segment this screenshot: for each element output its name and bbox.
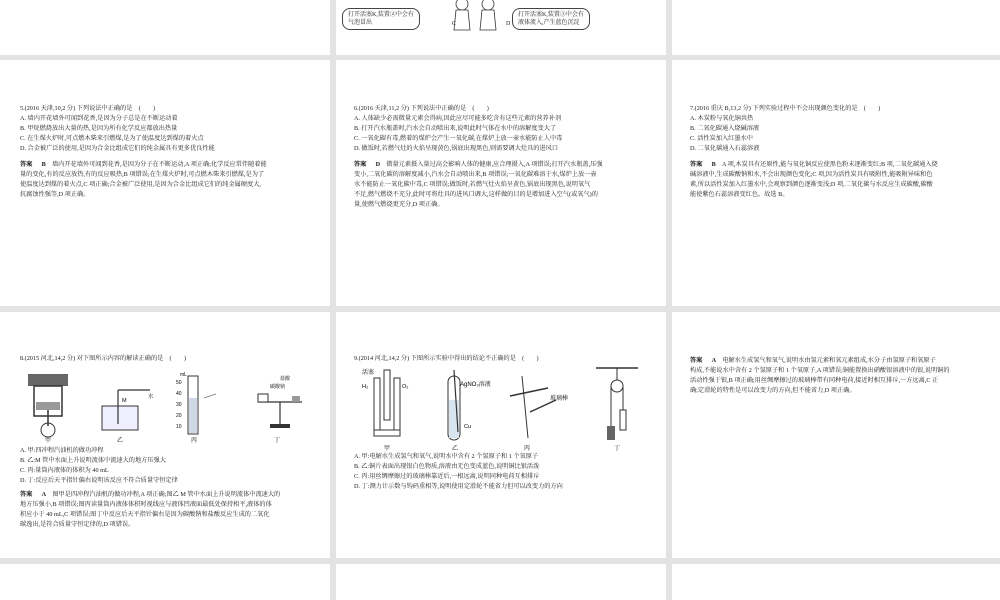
speech-bubble-d: 打开活塞K,装置③中会有 液体流入,产生蓝色沉淀 xyxy=(512,8,590,30)
label-c: C xyxy=(452,21,457,27)
answer-line xyxy=(690,356,990,366)
card-bottom-right xyxy=(672,564,1000,600)
label-ding: 丁 xyxy=(274,438,281,444)
explanation-line: 碳逸出,是符合质量守恒定律的,D 项错误。 xyxy=(20,521,135,528)
explanation-line: 积应小于 40 mL,C 项错误;图丁中反应后天平指针偏右是因为碳酸钠和盐酸反应生成的二氧化 xyxy=(20,511,270,518)
answer-choice: B xyxy=(41,161,46,168)
option-c: C. 一氧化碳有毒,燃着的煤炉会产生一氧化碳,在煤炉上放一壶水能防止人中毒 xyxy=(354,135,563,142)
option-c: C. 丙:用丝绸摩擦过的玻璃棒靠近后,一根远离,说明同种电荷互相排斥 xyxy=(354,473,540,480)
tick-10: 10 xyxy=(176,424,182,430)
answer-choice: A xyxy=(41,491,47,498)
q9-figure xyxy=(352,366,652,452)
label-hcl: 盐酸 xyxy=(280,376,291,382)
option-a: A. 木炭粉与氧化铜共热 xyxy=(690,115,754,122)
pulley-apparatus xyxy=(596,368,638,440)
students-illustration xyxy=(448,0,504,32)
label-m: M xyxy=(122,398,127,404)
balance-diagram xyxy=(258,394,302,428)
label-jia: 甲 xyxy=(45,438,52,444)
label-cu: Cu xyxy=(464,424,472,430)
card-bottom-left xyxy=(0,564,330,600)
option-b: B. 甲烷燃烧放出大量的热,是因为所有化学反应都放出热量 xyxy=(20,125,178,132)
option-b: B. 二氧化碳通入烧碱溶液 xyxy=(690,125,760,132)
card-bottom-middle xyxy=(336,564,666,600)
question-title: 6.(2016 天津,11,2 分) 下列说法中正确的是 ( ) xyxy=(354,105,489,112)
answer-label: 答案 xyxy=(354,161,367,168)
explanation-line: 能使紫色石蕊溶液变红色。故选 B。 xyxy=(690,191,789,198)
answer-line xyxy=(354,160,654,170)
question-title: 7.(2016 重庆 B,13,2 分) 下列实验过程中不会出现颜色变化的是 ( ) xyxy=(690,105,881,112)
label-ding: 丁 xyxy=(614,446,621,452)
speech-bubble-c: 打开活塞K,装置②中会有 气泡冒出 xyxy=(342,8,420,30)
answer-choice: D xyxy=(375,161,381,168)
label-jia: 甲 xyxy=(384,446,391,452)
explanation-line: 量的变化,有的反应放热,有的反应吸热,B 项错误;在生煤火炉时,可点燃木柴来引燃煤,是为了 xyxy=(20,171,265,178)
label-agno3: AgNO₃溶液 xyxy=(460,382,491,388)
answer-label: 答案 xyxy=(20,161,33,168)
label-bing: 丙 xyxy=(524,446,531,452)
tick-40: 40 xyxy=(176,391,182,397)
answer-line xyxy=(20,490,320,500)
option-d: D. 丁:反应后天平指针偏右说明该反应不符合质量守恒定律 xyxy=(20,477,178,484)
option-b: B. 打开汽水瓶盖时,汽水会自动喷出来,说明此时气体在水中的溶解度变大了 xyxy=(354,125,557,132)
explanation-line: 地方压强小,B 项错误;图丙读量筒内液体体积时视线应与液体凹液面最低处保持相平,液体的体 xyxy=(20,501,272,508)
option-b: B. 乙:铜片表面出现银白色物质,溶液由无色变成蓝色,说明铜比银活泼 xyxy=(354,463,540,470)
option-c: C. 在生煤火炉时,可点燃木柴来引燃煤,是为了使温度达到煤的着火点 xyxy=(20,135,204,142)
answer-label: 答案 xyxy=(690,161,703,168)
card-question-5 xyxy=(0,60,330,306)
question-title: 5.(2016 天津,10,2 分) 下列说法中正确的是 ( ) xyxy=(20,105,156,112)
test-tube-copper xyxy=(448,370,460,440)
label-bing: 丙 xyxy=(191,438,198,444)
explanation-line: 电解水生成氢气和氧气,说明水由氢元素和氧元素组成,水分子由氢原子和氧原子 xyxy=(722,357,936,364)
explanation-line: 墙内开花墙外可闻到花香,是因为分子在不断运动,A 项正确;化学反应常伴随着能 xyxy=(51,161,267,168)
explanation-line: 图甲是四冲程汽油机的做功冲程,A 项正确;图乙 M 管中水面上升说明流体中流速大的 xyxy=(52,491,281,498)
answer-line xyxy=(20,160,320,170)
card-top-right xyxy=(672,0,1000,55)
card-question-7 xyxy=(672,60,1000,306)
option-d: D. 丁:测力计示数与钩码重相等,说明使用定滑轮不能省力但可以改变力的方向 xyxy=(354,483,563,490)
explanation-line: 碱溶液中,生成碳酸钠和水,不会出现颜色变化;C 项,因为活性炭具有吸附性,能吸附异味和色 xyxy=(690,171,933,178)
explanation-line: 构成,不能说水中含有 2 个氢原子和 1 个氧原子,A 项错误;铜能置换出硝酸银溶液中的银,说明铜的 xyxy=(690,367,950,374)
card-top-left xyxy=(0,0,330,55)
answer-label: 答案 xyxy=(690,357,703,364)
option-d: D. 二氧化碳通入石蕊溶液 xyxy=(690,145,760,152)
label-d: D xyxy=(506,21,511,27)
tick-50: 50 xyxy=(176,380,182,386)
label-piston: 活塞 xyxy=(362,370,375,376)
graduated-cylinder-diagram xyxy=(188,376,216,434)
beaker-tube-diagram xyxy=(102,390,150,430)
explanation-line: 确;定滑轮的特性是可以改变力的方向,但不能省力,D 项正确。 xyxy=(690,387,856,394)
label-water: 水 xyxy=(148,394,154,400)
answer-label: 答案 xyxy=(20,491,33,498)
answer-choice: B xyxy=(711,161,716,168)
electrolysis-apparatus xyxy=(374,370,400,436)
answer-choice: A xyxy=(711,357,717,364)
tick-20: 20 xyxy=(176,413,182,419)
q8-figure xyxy=(18,368,308,444)
question-title: 8.(2015 河北,14,2 分) 对下图所示内容的解读正确的是 ( ) xyxy=(20,355,187,362)
label-ml: mL xyxy=(180,372,187,378)
card-question-8 xyxy=(0,312,330,558)
glass-rods-apparatus xyxy=(510,376,556,438)
explanation-line: 使温度达到煤的着火点,C 项正确;合金被广泛使用,是因为合金比组成它们的纯金属硬度大, xyxy=(20,181,261,188)
option-d: D. 合金被广泛的使用,是因为合金比组成它们的纯金属具有更多优良性能 xyxy=(20,145,215,152)
explanation-line: 水不能防止一氧化碳中毒,C 项错误;做饭时,若燃气灶火焰呈黄色,锅底出现黑色,说明氧气 xyxy=(354,181,591,188)
option-b: B. 乙:M 管中水面上升说明流体中流速大的地方压强大 xyxy=(20,457,166,464)
card-top-middle xyxy=(336,0,666,55)
option-c: C. 活性炭加入红墨水中 xyxy=(690,135,753,142)
explanation-line: A 项,木炭具有还原性,能与氧化铜反应使黑色粉末逐渐变红;B 项,二氧化碳通入烧 xyxy=(721,161,938,168)
option-d: D. 做饭时,若燃气灶的火焰呈现黄色,锅底出现黑色,则需要调大灶具的进风口 xyxy=(354,145,559,152)
option-a: A. 人体缺少必需微量元素会得病,因此应尽可能多吃含有这些元素的营养补剂 xyxy=(354,115,562,122)
option-c: C. 丙:量筒内液体的体积为 40 mL xyxy=(20,467,109,474)
label-yi: 乙 xyxy=(452,446,459,452)
option-a: A. 甲:电解水生成氢气和氧气,说明水中含有 2 个氢原子和 1 个氧原子 xyxy=(354,453,539,460)
label-h2: H₂ xyxy=(362,384,369,390)
question-title: 9.(2014 河北,14,2 分) 下图所示实验中得出的结论不正确的是 ( ) xyxy=(354,355,539,362)
tick-30: 30 xyxy=(176,402,182,408)
label-na2co3: 碳酸钠 xyxy=(270,384,286,390)
label-glass-rod: 玻璃棒 xyxy=(550,396,569,402)
explanation-line: 不足,燃气燃烧不充分,此时可将灶具的进风口调大,这样做的目的是增加进入空气(或氧气)的 xyxy=(354,191,598,198)
option-a: A. 墙内开花墙外可闻到花香,是因为分子总是在不断运动着 xyxy=(20,115,178,122)
explanation-line: 抗腐蚀性强等,D 项正确。 xyxy=(20,191,90,198)
label-yi: 乙 xyxy=(117,438,124,444)
explanation-line: 微量元素摄入量过高会影响人体的健康,应合理摄入,A 项错误;打开汽水瓶盖,压强 xyxy=(386,161,603,168)
answer-line xyxy=(690,160,990,170)
explanation-line: 素,所以活性炭加入红墨水中,会观察到颜色逐渐变浅;D 项,二氧化碳与水反应生成碳酸,碳酸 xyxy=(690,181,933,188)
card-question-9 xyxy=(336,312,666,558)
card-question-9-answer xyxy=(672,312,1000,558)
card-question-6 xyxy=(336,60,666,306)
engine-cylinder-diagram xyxy=(28,374,68,437)
explanation-line: 变小,二氧化碳的溶解度减小,汽水会自动喷出来,B 项错误;一氧化碳难溶于水,煤炉上放一壶 xyxy=(354,171,597,178)
explanation-line: 量,使燃气燃烧更充分,D 项正确。 xyxy=(354,201,444,208)
explanation-line: 活动性强于银,B 项正确;用丝绸摩擦过的玻璃棒带有同种电荷,接近时相互排斥,一方远离,C 正 xyxy=(690,377,939,384)
label-o2: O₂ xyxy=(402,384,409,390)
option-a: A. 甲:四冲程汽油机的做功冲程 xyxy=(20,447,104,454)
